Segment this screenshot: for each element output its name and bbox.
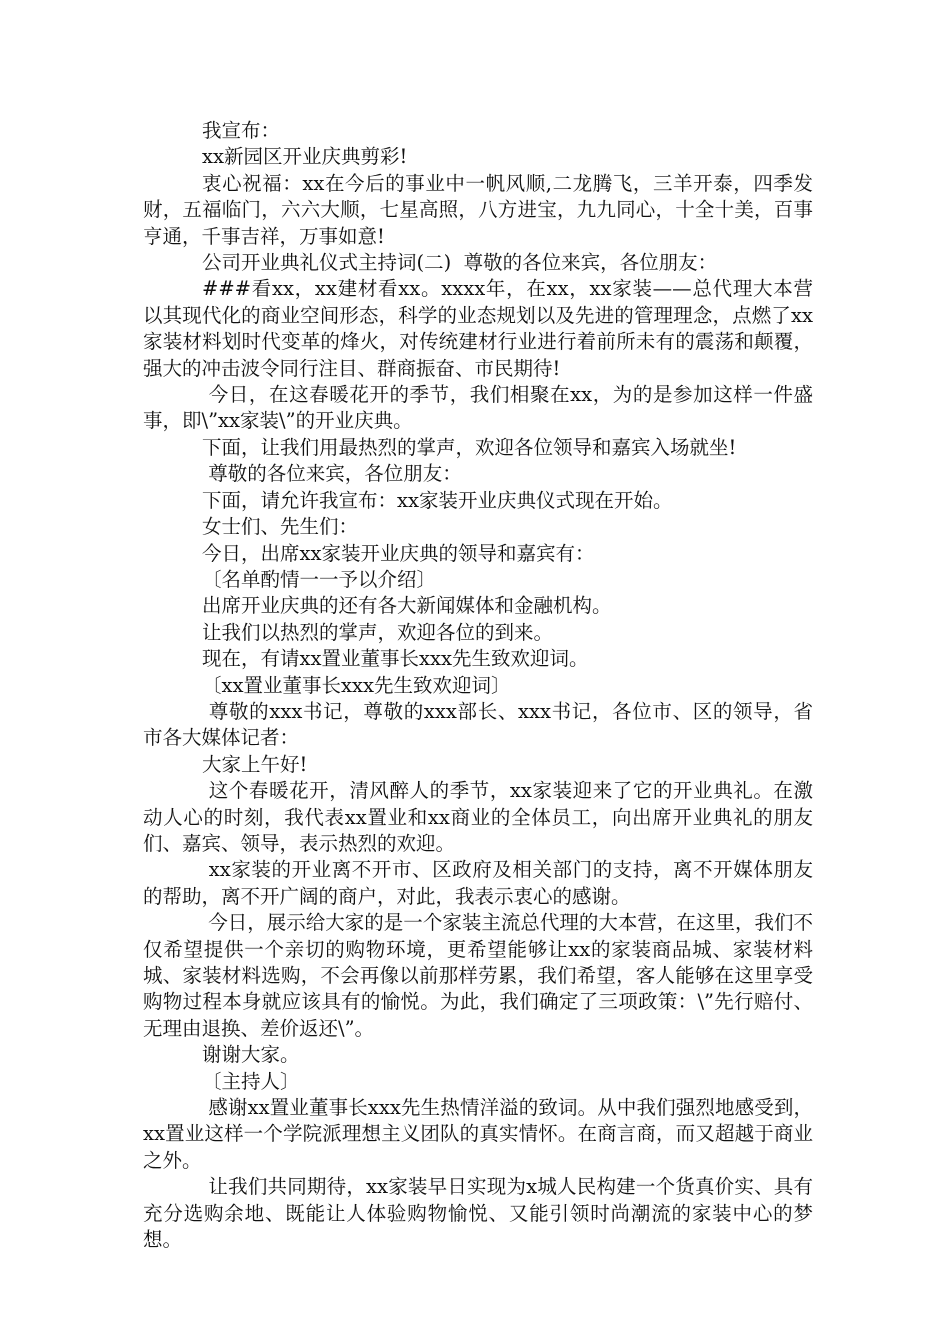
paragraph-20: xx家装的开业离不开市、区政府及相关部门的支持，离不开媒体朋友的帮助，离不开广阔的商户，对此，我表示衷心的感谢。 (143, 858, 813, 908)
paragraph-15: 现在，有请xx置业董事长xxx先生致欢迎词。 (202, 647, 589, 671)
paragraph-6: 今日，在这春暖花开的季节，我们相聚在xx，为的是参加这样一件盛事，即\”xx家装\”的开业庆典。 (143, 383, 813, 433)
paragraph-17: 尊敬的xxx书记，尊敬的xxx部长、xxx书记，各位市、区的领导，省市各大媒体记者： (143, 699, 813, 750)
paragraph-18: 大家上午好! (202, 752, 308, 776)
paragraph-4: 公司开业典礼仪式主持词(二) 尊敬的各位来宾，各位朋友： (202, 251, 718, 275)
paragraph-1: 我宣布： (202, 119, 281, 142)
paragraph-21: 今日，展示给大家的是一个家装主流总代理的大本营，在这里，我们不仅希望提供一个亲切的购物环境，更希望能够让xx的家装商品城、家装材料城、家装材料选购，不会再像以前那样劳累，我们希望，客人能够在这里享受购物过程本身就应该具有的愉悦。为此，我们确定了三项政策：\”先行赔付、无理由退换、差价返还\”。 (143, 911, 813, 1040)
paragraph-14: 让我们以热烈的掌声，欢迎各位的到来。 (202, 620, 554, 644)
paragraph-19: 这个春暖花开，清风醉人的季节，xx家装迎来了它的开业典礼。在激动人心的时刻，我代表xx置业和xx商业的全体员工，向出席开业典礼的朋友们、嘉宾、领导，表示热烈的欢迎。 (143, 779, 813, 855)
paragraph-11: 今日，出席xx家装开业庆典的领导和嘉宾有： (202, 541, 595, 565)
paragraph-7: 下面，让我们用最热烈的掌声，欢迎各位领导和嘉宾入场就坐! (202, 435, 737, 459)
paragraph-23: 〔主持人〕 (202, 1069, 300, 1093)
paragraph-9: 下面，请允许我宣布：xx家装开业庆典仪式现在开始。 (202, 488, 673, 512)
paragraph-3: 衷心祝福：xx在今后的事业中一帆风顺,二龙腾飞，三羊开泰，四季发财，五福临门，六六大顺，七星高照，八方进宝，九九同心，十全十美，百事亨通，千事吉祥，万事如意! (143, 171, 813, 248)
paragraph-16: 〔xx置业董事长xxx先生致欢迎词〕 (202, 673, 511, 697)
document-body (143, 118, 813, 1253)
paragraph-13: 出席开业庆典的还有各大新闻媒体和金融机构。 (202, 594, 612, 618)
paragraph-10: 女士们、先生们： (202, 515, 359, 539)
paragraph-8: 尊敬的各位来宾，各位朋友： (202, 462, 462, 486)
paragraph-5: ###看xx，xx建材看xx。xxxx年，在xx，xx家装——总代理大本营以其现代化的商业空间形态，科学的业态规划以及先进的管理理念，点燃了xx家装材料划时代变革的烽火，对传统建材行业进行着前所未有的震荡和颠覆，强大的冲击波令同行注目、群商振奋、市民期待! (143, 277, 813, 380)
paragraph-12: 〔名单酌情一一予以介绍〕 (202, 567, 437, 591)
paragraph-22: 谢谢大家。 (202, 1043, 300, 1067)
paragraph-2: xx新园区开业庆典剪彩! (202, 145, 408, 169)
paragraph-24: 感谢xx置业董事长xxx先生热情洋溢的致词。从中我们强烈地感受到，xx置业这样一个学院派理想主义团队的真实情怀。在商言商，而又超越于商业之外。 (143, 1096, 813, 1172)
paragraph-25: 让我们共同期待，xx家装早日实现为x城人民构建一个货真价实、具有充分选购余地、既能让人体验购物愉悦、又能引领时尚潮流的家装中心的梦想。 (143, 1175, 813, 1252)
